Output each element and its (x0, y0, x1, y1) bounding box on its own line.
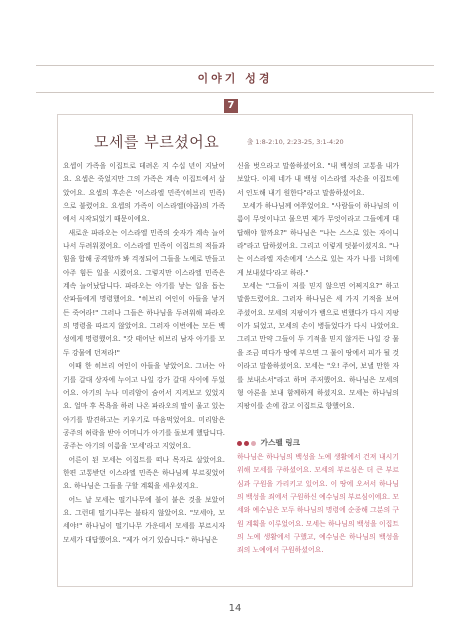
story-number-badge: 7 (224, 99, 238, 113)
page-number: 14 (228, 603, 242, 614)
paragraph: 신을 벗으라고 말씀하셨어요. "내 백성의 고통을 내가 보았다. 이제 네가 내 백성 이스라엘 자손을 이집트에서 인도해 내기 원한다"라고 말씀하셨어요. (237, 162, 399, 197)
paragraph: 이때 한 히브리 여인이 아들을 낳았어요. 그녀는 아기를 갈대 상자에 누이고 나일 강가 갈대 사이에 두었어요. 아기의 누나 미리암이 숨어서 지켜보고 있었지요. 얼마 후 목욕을 하러 나온 파라오의 딸이 울고 있는 아기를 발견하고는 키우기로 마음먹었어요. 미리암은 공주의 허락을 받아 어머니가 아기를 돌보게 했답니다. 공주는 아기의 이름을 '모세'라고 지었어요. (63, 362, 225, 451)
bullet-dot-icon (237, 441, 242, 446)
right-column (237, 160, 399, 414)
paragraph: 어른이 된 모세는 이집트를 떠나 목자로 살았어요. 한편 고통받던 이스라엘 민족은 하나님께 부르짖었어요. 하나님은 그들을 구할 계획을 세우셨지요. (63, 455, 225, 491)
paragraph: 새로운 파라오는 이스라엘 민족의 숫자가 계속 늘어나서 두려워졌어요. 이스라엘 민족이 이집트의 적들과 힘을 합해 공격할까 봐 걱정되어 그들을 노예로 만들고 아주 힘든 일을 시켰어요. 그렇지만 이스라엘 민족은 계속 늘어났답니다. 파라오는 아기를 낳는 일을 돕는 산파들에게 명령했어요. "히브리 여인이 아들을 낳거든 죽여라!" 그러나 그들은 하나님을 두려워해 파라오의 명령을 따르지 않았어요. 그러자 이번에는 모든 백성에게 명령했어요. "갓 태어난 히브리 남자 아기를 모두 강물에 던져라!" (63, 228, 225, 357)
paragraph: 요셉이 가족을 이집트로 데려온 지 수십 년이 지났어요. 요셉은 죽었지만 그의 가족은 계속 이집트에서 살았어요. 요셉의 후손은 '이스라엘 민족'(히브리 민족)으로 불렸어요. 요셉의 가족이 이스라엘(야곱)의 가족에서 시작되었기 때문이에요. (63, 162, 225, 224)
section-title: 이야기 성경 (197, 72, 273, 85)
paragraph: 모세가 하나님께 여쭈었어요. "사람들이 하나님의 이름이 무엇이냐고 물으면 제가 무엇이라고 그들에게 대답해야 할까요?" 하나님은 "나는 스스로 있는 자이니라"라고 답하셨어요. 그리고 이렇게 덧붙이셨지요. "나는 이스라엘 자손에게 '스스로 있는 자가 나를 너희에게 보내셨다'라고 하라." (237, 202, 399, 277)
story-title: 모세를 부르셨어요 (94, 133, 220, 151)
bullet-dot-icon (251, 441, 256, 446)
paragraph: 모세는 "그들이 저를 믿지 않으면 어쩌지요?" 하고 말씀드렸어요. 그러자 하나님은 세 가지 기적을 보여 주셨어요. 모세의 지팡이가 뱀으로 변했다가 다시 지팡이가 되었고, 모세의 손이 병들었다가 다시 나았어요. 그리고 만약 그들이 두 기적을 믿지 않거든 나일 강 물을 조금 떠다가 땅에 부으면 그 물이 땅에서 피가 될 것이라고 말씀하셨어요. 모세는 "오! 주여, 보낼 만한 자를 보내소서"라고 하며 주저했어요. 하나님은 모세의 형 아론을 보내 함께하게 하셨지요. 모세는 하나님의 지팡이를 손에 잡고 이집트로 향했어요. (237, 282, 399, 411)
gospel-link-title: 가스펠 링크 (260, 438, 300, 447)
header-rule-bottom (36, 92, 434, 93)
gospel-link-body: 하나님은 하나님의 백성을 노예 생활에서 건져 내시기 위해 모세를 구하셨어요. 모세의 부르심은 더 큰 부르심과 구원을 가리키고 있어요. 이 땅에 오셔서 하나님의 백성을 죄에서 구원하신 예수님의 부르심이에요. 모세와 예수님은 모두 하나님의 명령에 순종해 그분의 구원 계획을 이루었어요. 모세는 하나님의 백성을 이집트의 노예 생활에서 구했고, 예수님은 하나님의 백성을 죄의 노예에서 구원하셨어요. (237, 453, 399, 555)
scripture-reference: 출 1:8-2:10, 2:23-25, 3:1-4:20 (247, 138, 344, 146)
paragraph: 어느 날 모세는 떨기나무에 불이 붙은 것을 보았어요. 그런데 떨기나무는 불타지 않았어요. "모세야, 모세야!" 하나님이 떨기나무 가운데서 모세를 부르시자 모세가 대답했어요. "제가 여기 있습니다." 하나님은 (63, 495, 225, 544)
header-rule-top (36, 65, 434, 66)
left-column (63, 160, 225, 547)
bullet-dot-icon (244, 441, 249, 446)
gospel-link-heading (237, 437, 300, 448)
